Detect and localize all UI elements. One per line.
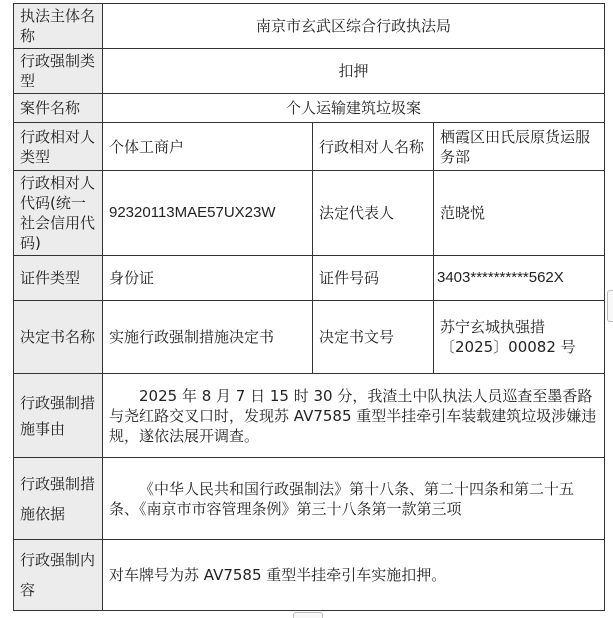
row-case-name <box>14 94 605 123</box>
legal-rep-label: 法定代表人 <box>313 171 434 256</box>
coercion-type-value: 扣押 <box>103 49 605 94</box>
credit-code-value: 92320113MAE57UX23W <box>103 171 313 256</box>
row-certificate <box>14 256 605 301</box>
credit-code-label: 行政相对人代码(统一社会信用代码) <box>14 171 103 256</box>
row-coercion-type <box>14 49 605 94</box>
row-decision <box>14 301 605 374</box>
row-counterpart <box>14 123 605 171</box>
enforcement-body-label: 执法主体名称 <box>14 4 103 49</box>
enforcement-record-table <box>13 3 605 611</box>
basis-value: 《中华人民共和国行政强制法》第十八条、第二十四条和第二十五条、《南京市市容管理条例》第三十八条第一款第三项 <box>109 479 575 518</box>
legal-rep-value: 范晓悦 <box>434 171 605 256</box>
counterpart-name-label: 行政相对人名称 <box>313 123 434 171</box>
certificate-type-value: 身份证 <box>103 256 313 301</box>
decision-doc-no-label: 决定书文号 <box>313 301 434 374</box>
reason-value: 2025 年 8 月 7 日 15 时 30 分，我渣土中队执法人员巡查至墨香路与尧红路交叉口时，发现苏 AV7585 重型半挂牵引车装载建筑垃圾涉嫌违规，遂依法展开调查。 <box>109 386 597 445</box>
decision-name-label: 决定书名称 <box>14 301 103 374</box>
counterpart-type-label: 行政相对人类型 <box>14 123 103 171</box>
page-tab-handle[interactable] <box>293 612 323 618</box>
row-content <box>14 540 605 611</box>
content-value: 对车牌号为苏 AV7585 重型半挂牵引车实施扣押。 <box>103 540 605 611</box>
basis-label: 行政强制措施依据 <box>14 458 103 540</box>
content-label: 行政强制内容 <box>14 540 103 611</box>
certificate-number-value: 3403**********562X <box>434 256 605 301</box>
decision-name-value: 实施行政强制措施决定书 <box>103 301 313 374</box>
case-name-value: 个人运输建筑垃圾案 <box>103 94 605 123</box>
row-credit-code <box>14 171 605 256</box>
coercion-type-label: 行政强制类型 <box>14 49 103 94</box>
reason-label: 行政强制措施事由 <box>14 374 103 458</box>
row-basis <box>14 458 605 540</box>
certificate-number-label: 证件号码 <box>313 256 434 301</box>
counterpart-name-value: 栖霞区田氏辰原货运服务部 <box>434 123 605 171</box>
enforcement-body-value: 南京市玄武区综合行政执法局 <box>103 4 605 49</box>
scrollbar-handle[interactable] <box>607 290 613 322</box>
case-name-label: 案件名称 <box>14 94 103 123</box>
decision-doc-no-value: 苏宁玄城执强措〔2025〕00082 号 <box>434 301 605 374</box>
certificate-type-label: 证件类型 <box>14 256 103 301</box>
row-reason <box>14 374 605 458</box>
row-enforcement-body <box>14 4 605 49</box>
counterpart-type-value: 个体工商户 <box>103 123 313 171</box>
